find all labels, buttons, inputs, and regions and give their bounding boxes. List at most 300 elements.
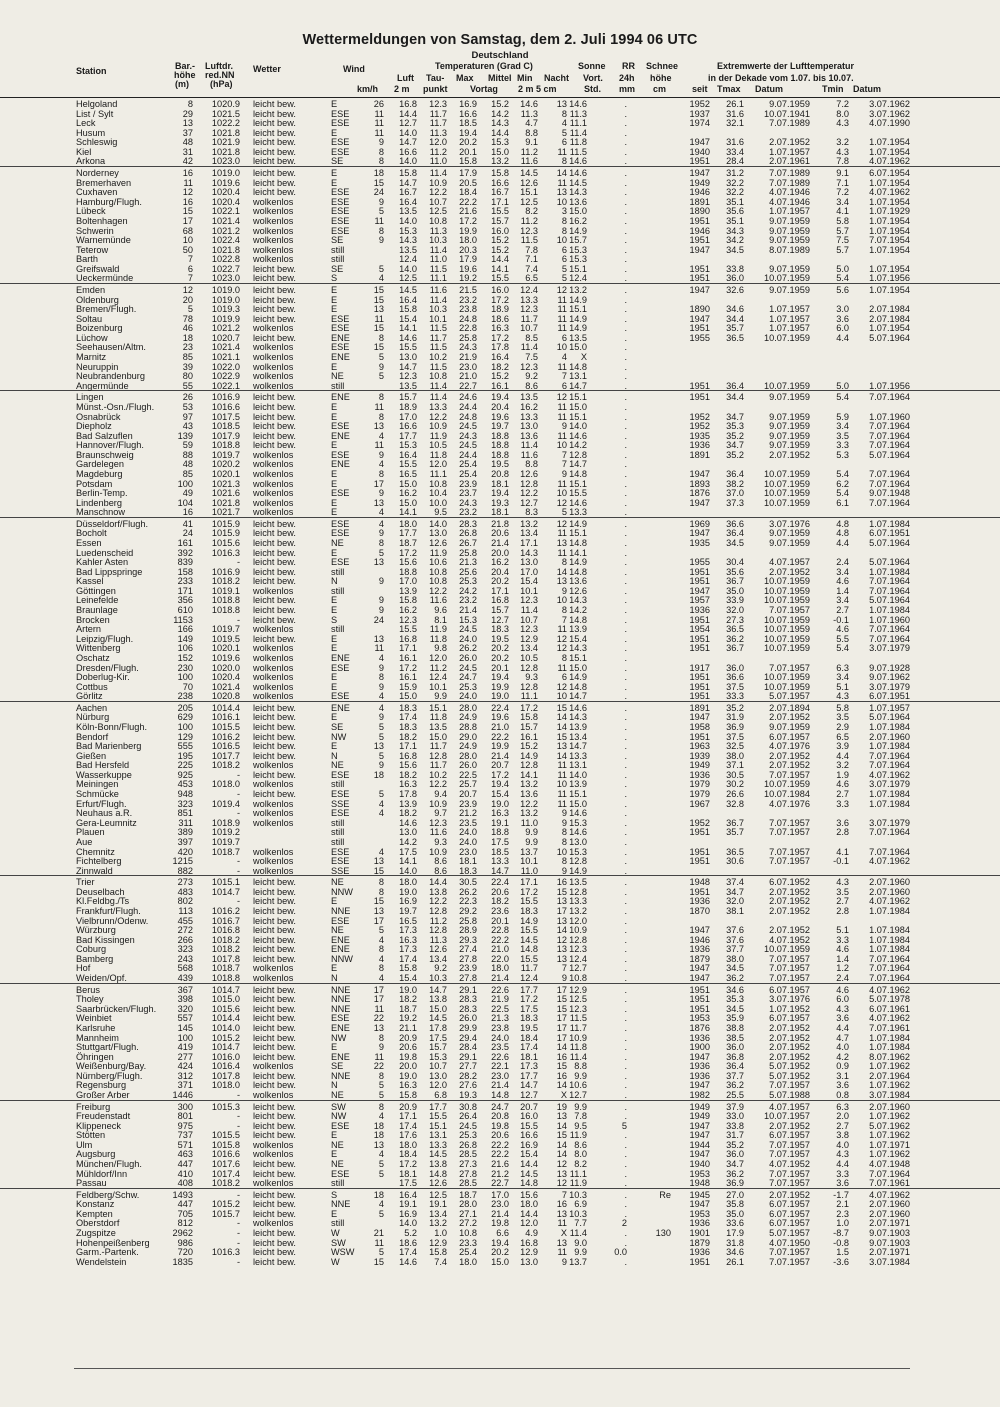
sunshine: 13.2 [569,905,587,916]
bar-height: 13 [182,118,193,129]
bar-height: 851 [177,808,193,819]
extreme-tmax: 37.7 [726,944,744,955]
dewpoint: 11.8 [429,633,447,644]
min-temp-5cm: 11 [557,323,567,334]
mean-temp: 18.8 [491,827,509,838]
min-temp-2m: 12.3 [520,304,538,315]
extreme-tmin-date: 7.07.1964 [869,760,910,771]
min-temp-5cm: 6 [561,254,567,265]
min-temp-2m: 11.6 [520,449,538,460]
extreme-since: 1936 [689,440,710,451]
sunshine: 13.5 [569,332,587,343]
sunshine: 12.9 [569,984,587,995]
precipitation: . [624,994,627,1005]
wind-speed: 4 [378,934,384,945]
air-temp: 17.4 [399,953,417,964]
extreme-tmax-date: 9.07.1959 [769,235,810,246]
station-name: Lübeck [76,206,106,217]
wind-direction: ESE [331,196,350,207]
extreme-tmin-date: 1.07.1984 [869,789,910,800]
max-temp: 25.4 [459,459,477,470]
station-name: Ueckermünde [76,273,134,284]
wind-direction: NE [331,925,344,936]
table-row [0,877,1000,887]
station-name: Aue [76,836,93,847]
station-name: Boltenhagen [76,215,128,226]
extreme-tmin-date: 2.07.1984 [869,304,910,315]
extreme-tmin: 4.4 [836,1159,849,1170]
bar-height: 812 [177,1218,193,1229]
precipitation: . [624,392,627,403]
min-temp-2m: 7.5 [525,352,538,363]
pressure: 1019.7 [211,836,240,847]
air-temp: 15.6 [399,557,417,568]
sunshine: 13.9 [569,624,587,635]
sunshine: 14.6 [569,156,587,167]
extreme-since: 1951 [689,566,710,577]
pressure: 1019.7 [211,449,240,460]
air-temp: 17.3 [399,944,417,955]
dewpoint: 11.3 [429,225,447,236]
dewpoint: 14.0 [429,518,447,529]
wind-direction: E [331,595,338,606]
pressure: 1022.9 [211,371,240,382]
extreme-tmin-date: 5.07.1978 [869,994,910,1005]
min-temp-5cm: 13 [556,538,567,549]
table-row [0,498,1000,508]
extreme-tmax-date: 8.07.1989 [769,244,810,255]
weather: leicht bew. [253,953,296,964]
min-temp-2m: 16.6 [520,1130,538,1141]
sunshine: 12.5 [569,994,587,1005]
sunshine: 14.6 [569,702,587,713]
pressure: 1021.8 [211,497,240,508]
extreme-tmax-date: 9.07.1959 [769,411,810,422]
wind-speed: 13 [373,741,384,752]
max-temp: 18.4 [459,187,477,198]
dewpoint: 12.2 [429,187,447,198]
table-row [0,197,1000,207]
wind-direction: still [331,779,345,790]
weather: leicht bew. [253,1111,296,1122]
extreme-tmax-date: 1.07.1957 [769,323,810,334]
mean-temp: 14.4 [491,254,509,265]
weather: wolkenlos [253,1089,294,1100]
air-temp: 18.4 [399,1149,417,1160]
table-row [0,528,1000,538]
extreme-tmin-date: 9.07.1928 [869,662,910,673]
sunshine: 13.3 [569,750,587,761]
air-temp: 17.7 [399,528,417,539]
table-row [0,663,1000,673]
min-temp-5cm: 14 [556,168,567,179]
extreme-tmin-date: 8.07.1962 [869,1051,910,1062]
precipitation: . [624,963,627,974]
sunshine: 15.1 [569,528,587,539]
extreme-tmax: 35.3 [726,421,744,432]
sunshine: 11.9 [569,1130,587,1141]
extreme-tmin: -0.8 [833,1237,849,1248]
pressure: 1015.6 [211,538,240,549]
extreme-tmin: 3.3 [836,798,849,809]
extreme-tmin: 5.4 [836,488,849,499]
table-row [0,789,1000,799]
extreme-tmin-date: 5.07.1964 [869,557,910,568]
wind-speed: 11 [374,127,384,138]
extreme-tmax-date: 5.07.1957 [769,691,810,702]
weather: wolkenlos [253,1061,294,1072]
min-temp-2m: 19.5 [520,1022,538,1033]
min-temp-2m: 12.3 [520,595,538,606]
dewpoint: 11.0 [429,254,447,265]
air-temp: 14.5 [399,284,417,295]
min-temp-2m: 11.2 [520,215,538,226]
extreme-tmax-date: 10.07.1959 [764,576,810,587]
max-temp: 16.6 [459,108,477,119]
pressure: 1021.3 [211,478,240,489]
precipitation: . [624,984,627,995]
extreme-tmin: 5.4 [836,643,849,654]
precipitation: . [624,760,627,771]
wind-direction: still [331,254,345,265]
min-temp-2m: 11.0 [520,865,538,876]
mean-temp: 18.3 [491,624,509,635]
min-temp-2m: 7.4 [525,263,538,274]
air-temp: 14.0 [399,215,417,226]
precipitation: . [624,488,627,499]
station-name: Freudenstadt [76,1111,131,1122]
table-row [0,732,1000,742]
min-temp-2m: 13.7 [520,846,538,857]
min-temp-2m: 16.0 [520,1111,538,1122]
extreme-tmin-date: 4.07.1962 [869,769,910,780]
min-temp-2m: 11.5 [520,235,538,246]
min-temp-2m: 13.3 [520,411,538,422]
min-temp-5cm: 6 [561,244,567,255]
pressure: 1019.2 [211,827,240,838]
extreme-tmin: 4.3 [836,146,849,157]
pressure: 1022.8 [211,254,240,265]
pressure: 1018.2 [211,944,240,955]
sunshine: 11.1 [569,1168,587,1179]
min-temp-5cm: 11 [557,760,567,771]
pressure: - [236,1089,240,1100]
bar-height: 37 [182,127,193,138]
bar-height: 113 [178,905,193,916]
dewpoint: 10.9 [429,421,447,432]
dewpoint: 12.8 [429,905,447,916]
extreme-tmax: 38.0 [726,750,744,761]
extreme-tmin-date: 7.07.1964 [869,585,910,596]
table-row [0,567,1000,577]
extreme-tmin: -3.6 [833,1256,849,1267]
extreme-since: 1953 [689,1168,710,1179]
dewpoint: 17.8 [429,1022,447,1033]
precipitation: . [624,836,627,847]
extreme-tmin: 4.3 [836,1003,849,1014]
mean-temp: 14.4 [491,127,509,138]
min-temp-5cm: 11 [557,769,567,780]
bar-height: 97 [182,411,193,422]
dewpoint: 14.7 [429,984,447,995]
max-temp: 17.9 [459,254,477,265]
sunshine: 13.2 [569,284,587,295]
wind-direction: E [331,672,338,683]
max-temp: 25.8 [459,915,477,926]
mean-temp: 22.1 [491,1061,509,1072]
extreme-tmax: 33.9 [726,595,744,606]
table-row [0,712,1000,722]
bar-height: 419 [177,1042,193,1053]
min-temp-5cm: 11 [557,624,567,635]
min-temp-2m: 13.2 [520,518,538,529]
dewpoint: 13.2 [429,1218,447,1229]
bar-height: 53 [182,401,193,412]
extreme-tmax-date: 10.07.1959 [764,624,810,635]
min-temp-5cm: 10 [556,196,567,207]
pressure: 1018.2 [211,576,240,587]
bar-height: 29 [182,108,193,119]
extreme-tmax: 36.5 [726,846,744,857]
mean-temp: 20.2 [491,576,509,587]
extreme-since: 1947 [689,925,710,936]
station-name: Deuselbach [76,886,125,897]
mean-temp: 19.4 [491,488,509,499]
table-row [0,1159,1000,1169]
weather: wolkenlos [253,1178,294,1189]
pressure: 1017.8 [211,1070,240,1081]
station-name: Seehausen/Altm. [76,342,146,353]
wind-speed: 13 [373,856,384,867]
min-temp-5cm: 10 [556,342,567,353]
weather: wolkenlos [253,652,294,663]
air-temp: 16.7 [399,187,417,198]
wind-direction: NNE [331,905,351,916]
extreme-tmin: 5.7 [836,225,849,236]
wind-speed: 8 [378,156,384,167]
extreme-tmin: 7.2 [836,187,849,198]
air-temp: 18.3 [399,702,417,713]
min-temp-5cm: 9 [561,973,567,984]
dewpoint: 13.5 [429,722,447,732]
extreme-tmax: 36.2 [726,1168,744,1179]
table-row [0,156,1000,166]
min-temp-2m: 14.8 [520,944,538,955]
pressure: - [236,557,240,568]
extreme-tmax: 38.0 [726,953,744,964]
extreme-tmax: 25.5 [726,1089,744,1100]
header-hpa: (hPa) [210,79,233,89]
weather: leicht bew. [253,1199,296,1210]
station-name: Saarbrücken/Flugh. [76,1003,157,1014]
precipitation: . [624,168,627,179]
min-temp-5cm: 8 [561,836,567,847]
mean-temp: 15.2 [491,244,509,255]
min-temp-5cm: 14 [556,1149,567,1160]
wind-direction: E [331,1149,338,1160]
table-row [0,703,1000,713]
precipitation: . [624,507,627,518]
station-name: Manschnow [76,507,126,518]
air-temp: 13.5 [399,206,417,217]
extreme-tmax: 38.5 [726,1032,744,1043]
wind-direction: ESE [331,118,350,129]
extreme-tmax-date: 6.07.1957 [769,1013,810,1024]
min-temp-5cm: 13 [556,953,567,964]
extreme-since: 1951 [689,633,710,644]
extreme-tmin-date: 1.07.1954 [869,284,910,295]
table-row [0,916,1000,926]
mean-temp: 18.9 [491,304,509,315]
mean-temp: 17.1 [491,196,509,207]
precipitation: . [624,196,627,207]
max-temp: 25.6 [459,566,477,577]
air-temp: 15.4 [399,313,417,324]
station-name: Potsdam [76,478,113,489]
dewpoint: 11.4 [429,392,447,403]
weather: leicht bew. [253,741,296,752]
sunshine: 14.8 [569,538,587,549]
min-temp-2m: 12.8 [520,478,538,489]
pressure: 1015.9 [211,518,240,529]
min-temp-5cm: 16 [556,877,567,888]
min-temp-5cm: 3 [561,206,567,217]
pressure: 1016.0 [211,1051,240,1062]
bar-height: 104 [177,497,193,508]
station-name: Münst.-Osn./Flugh. [76,401,155,412]
table-row [0,178,1000,188]
dewpoint: 12.9 [429,1237,447,1248]
weather: leicht bew. [253,1256,296,1267]
precipitation: . [624,681,627,692]
air-temp: 13.9 [399,798,417,809]
extreme-tmin: -8.7 [833,1228,849,1239]
station-name: Bad Marienberg [76,741,142,752]
dewpoint: 11.5 [429,361,447,372]
wind-speed: 15 [373,284,384,295]
extreme-tmin-date: 4.07.1990 [869,118,910,129]
wind-direction: E [331,1208,338,1219]
max-temp: 28.5 [459,1149,477,1160]
air-temp: 14.7 [399,361,417,372]
extreme-tmax-date: 9.07.1959 [769,440,810,451]
extreme-tmax: 31.9 [726,712,744,723]
table-row [0,760,1000,770]
weather: wolkenlos [253,244,294,255]
mean-temp: 20.7 [491,760,509,771]
extreme-tmax-date: 2.07.1961 [769,156,810,167]
max-temp: 27.6 [459,1080,477,1091]
wind-direction: E [331,440,338,451]
extreme-tmax-date: 7.07.1989 [769,168,810,179]
max-temp: 28.0 [459,1199,477,1210]
min-temp-5cm: 15 [556,1130,567,1141]
max-temp: 20.1 [459,146,477,157]
wind-speed: 18 [373,769,384,780]
air-temp: 16.8 [399,750,417,761]
max-temp: 20.5 [459,177,477,188]
dewpoint: 10.9 [429,798,447,809]
extreme-since: 1948 [689,1178,710,1189]
extreme-tmax-date: 10.07.1959 [764,614,810,625]
weather: wolkenlos [253,478,294,489]
min-temp-2m: 12.6 [520,468,538,479]
extreme-tmax-date: 6.07.1957 [769,1130,810,1141]
extreme-tmin-date: 7.07.1964 [869,1168,910,1179]
extreme-tmin-date: 2.07.1960 [869,886,910,897]
weather: wolkenlos [253,808,294,819]
pressure: 1015.7 [211,1208,240,1219]
dewpoint: 13.4 [429,953,447,964]
dewpoint: 14.4 [429,877,447,888]
min-temp-2m: 11.7 [520,963,538,974]
extreme-tmin: 2.9 [836,722,849,732]
mean-temp: 6.6 [496,1228,509,1239]
extreme-tmin: 2.1 [836,1199,849,1210]
extreme-since: 1949 [689,1101,710,1112]
sunshine: 15.0 [569,206,587,217]
extreme-tmin-date: 6.07.1954 [869,168,910,179]
mean-temp: 21.0 [491,944,509,955]
min-temp-5cm: 16 [556,1070,567,1081]
air-temp: 16.8 [399,633,417,644]
wind-speed: 26 [373,99,384,109]
bar-height: 161 [177,538,193,549]
max-temp: 24.2 [459,585,477,596]
sunshine: 9.5 [574,1120,587,1131]
sunshine: 15.5 [569,488,587,499]
sunshine: 14.3 [569,595,587,606]
extreme-tmin-date: 1.07.1954 [869,137,910,148]
max-temp: 28.3 [459,994,477,1005]
min-temp-5cm: 10 [556,779,567,790]
sunshine: 14.6 [569,827,587,838]
air-temp: 13.0 [399,827,417,838]
sunshine: 12.8 [569,449,587,460]
wind-speed: 5 [378,371,384,382]
extreme-tmax: 35.8 [726,1199,744,1210]
extreme-tmax: 17.9 [726,1228,744,1239]
air-temp: 16.6 [399,421,417,432]
wind-direction: N [331,973,338,984]
weather: leicht bew. [253,984,296,995]
min-temp-5cm: 14 [556,722,567,732]
min-temp-5cm: 14 [556,750,567,761]
max-temp: 24.7 [459,672,477,683]
mean-temp: 19.7 [491,421,509,432]
mean-temp: 23.6 [491,905,509,916]
wind-speed: 11 [374,1237,384,1248]
table-row [0,856,1000,866]
wind-direction: E [331,605,338,616]
precipitation: . [624,254,627,265]
dewpoint: 10.6 [429,557,447,568]
extreme-since: 1879 [689,953,710,964]
air-temp: 21.1 [399,1022,417,1033]
pressure: 1018.5 [211,421,240,432]
mean-temp: 19.0 [491,691,509,702]
extreme-tmin: 3.3 [836,440,849,451]
dewpoint: 11.7 [429,118,447,129]
extreme-tmin-date: 1.07.1954 [869,196,910,207]
header-2m5: 2 m 5 cm [518,84,557,94]
dewpoint: 11.3 [429,127,447,138]
dewpoint: 10.3 [429,235,447,246]
extreme-tmax-date: 1.07.1957 [769,313,810,324]
air-temp: 16.1 [399,672,417,683]
wind-speed: 4 [378,507,384,518]
max-temp: 22.2 [459,196,477,207]
